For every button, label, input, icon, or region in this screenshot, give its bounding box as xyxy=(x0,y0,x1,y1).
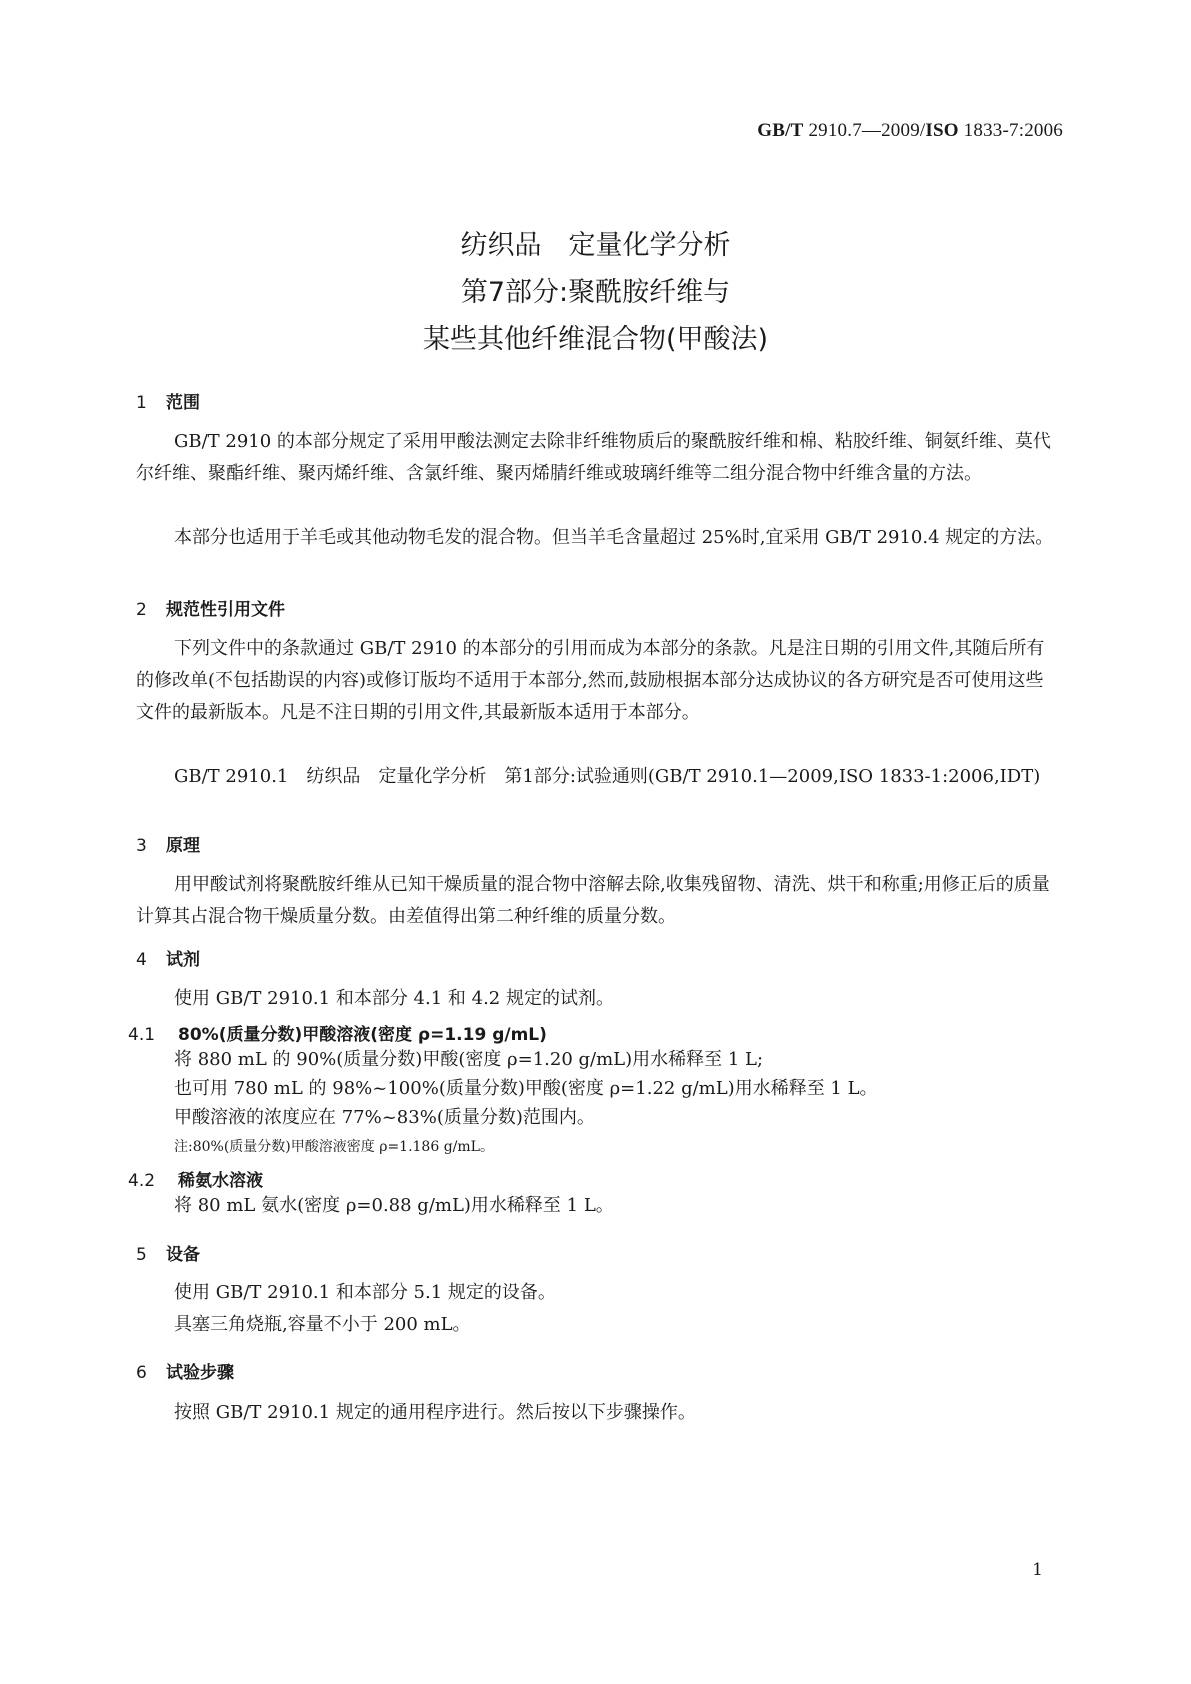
subsection-number: 4.2 xyxy=(128,1171,156,1191)
section-title: 范围 xyxy=(166,393,200,413)
section-title: 试验步骤 xyxy=(166,1363,234,1383)
page-number: 1 xyxy=(1032,1560,1043,1580)
section-2-paragraph-1: 下列文件中的条款通过 GB/T 2910 的本部分的引用而成为本部分的条款。凡是注日期的引用文件,其随后所有的修改单(不包括勘误的内容)或修订版均不适用于本部分,然而,鼓励根据本部分达成协议的各方研究是否可使用这些文件的最新版本。凡是不注日期的引用文件,其最新版本适用于本部分。 xyxy=(136,638,1045,723)
subsection-4-2-line-1: 将 80 mL 氨水(密度 ρ=0.88 g/mL)用水稀释至 1 L。 xyxy=(174,1195,614,1216)
section-number: 3 xyxy=(136,836,147,856)
subsection-4-1-note: 注:80%(质量分数)甲酸溶液密度 ρ=1.186 g/mL。 xyxy=(174,1139,494,1155)
subsection-number: 4.1 xyxy=(128,1025,156,1045)
section-number: 4 xyxy=(136,950,147,970)
section-3-paragraph-1: 用甲酸试剂将聚酰胺纤维从已知干燥质量的混合物中溶解去除,收集残留物、清洗、烘干和称重;用修正后的质量计算其占混合物干燥质量分数。由差值得出第二种纤维的质量分数。 xyxy=(136,874,1050,927)
section-title: 试剂 xyxy=(166,950,200,970)
section-2-heading xyxy=(136,595,285,620)
title-line-1: 纺织品 定量化学分析 xyxy=(460,230,731,261)
section-5-line-1: 使用 GB/T 2910.1 和本部分 5.1 规定的设备。 xyxy=(174,1282,556,1303)
section-6-line-1: 按照 GB/T 2910.1 规定的通用程序进行。然后按以下步骤操作。 xyxy=(174,1402,696,1423)
std-code-mid: 2910.7—2009/ xyxy=(803,120,926,141)
section-title: 原理 xyxy=(166,836,200,856)
section-1-heading xyxy=(136,388,200,413)
section-1-paragraph-1: GB/T 2910 的本部分规定了采用甲酸法测定去除非纤维物质后的聚酰胺纤维和棉、粘胶纤维、铜氨纤维、莫代尔纤维、聚酯纤维、聚丙烯纤维、含氯纤维、聚丙烯腈纤维或玻璃纤维等二组分混合物中纤维含量的方法。 xyxy=(136,431,1051,484)
std-code-iso: ISO xyxy=(925,120,959,141)
section-number: 2 xyxy=(136,600,147,620)
subsection-4-1-line-3: 甲酸溶液的浓度应在 77%~83%(质量分数)范围内。 xyxy=(174,1107,595,1128)
section-2-reference: GB/T 2910.1 纺织品 定量化学分析 第1部分:试验通则(GB/T 2910.1—2009,ISO 1833-1:2006,IDT) xyxy=(174,766,1041,787)
section-3-heading xyxy=(136,831,200,856)
section-number: 1 xyxy=(136,393,147,413)
subsection-4-1-line-1: 将 880 mL 的 90%(质量分数)甲酸(密度 ρ=1.20 g/mL)用水稀释至 1 L; xyxy=(174,1049,764,1070)
subsection-4-1-heading xyxy=(128,1020,547,1045)
section-number: 5 xyxy=(136,1245,147,1265)
title-line-2: 第7部分:聚酰胺纤维与 xyxy=(460,277,731,308)
section-5-line-2: 具塞三角烧瓶,容量不小于 200 mL。 xyxy=(174,1314,471,1335)
title-line-3: 某些其他纤维混合物(甲酸法) xyxy=(422,324,769,355)
section-4-heading xyxy=(136,945,200,970)
document-title xyxy=(0,222,1191,363)
section-number: 6 xyxy=(136,1363,147,1383)
subsection-title: 80%(质量分数)甲酸溶液(密度 ρ=1.19 g/mL) xyxy=(178,1025,547,1045)
subsection-4-1-line-2: 也可用 780 mL 的 98%~100%(质量分数)甲酸(密度 ρ=1.22 g/mL)用水稀释至 1 L。 xyxy=(174,1078,878,1099)
section-title: 规范性引用文件 xyxy=(166,600,285,620)
section-title: 设备 xyxy=(166,1245,200,1265)
std-code-prefix: GB/T xyxy=(757,120,804,141)
standard-code xyxy=(757,120,1063,142)
subsection-4-2-heading xyxy=(128,1166,263,1191)
section-1-paragraph-2: 本部分也适用于羊毛或其他动物毛发的混合物。但当羊毛含量超过 25%时,宜采用 GB/T 2910.4 规定的方法。 xyxy=(174,527,1054,548)
section-5-heading xyxy=(136,1240,200,1265)
section-6-heading xyxy=(136,1358,234,1383)
std-code-suffix: 1833-7:2006 xyxy=(958,120,1063,141)
subsection-title: 稀氨水溶液 xyxy=(178,1171,263,1191)
section-4-intro: 使用 GB/T 2910.1 和本部分 4.1 和 4.2 规定的试剂。 xyxy=(174,988,614,1009)
